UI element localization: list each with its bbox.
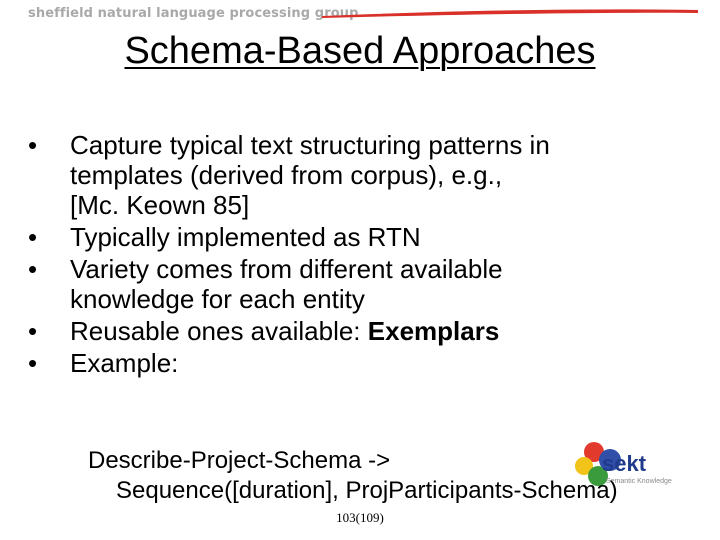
bullet-item: [24, 254, 704, 314]
example-line-1: Describe-Project-Schema ->: [88, 447, 391, 474]
header-brand-text: sheffield natural language processing group: [28, 6, 359, 21]
svg-text:Semantic Knowledge: Semantic Knowledge: [606, 478, 672, 485]
bullet-text: Reusable ones available:: [70, 316, 368, 346]
bullet-line: Example:: [70, 348, 179, 378]
bullet-dot: •: [28, 316, 38, 346]
slide-title: Schema-Based Approaches: [124, 30, 596, 72]
example-line-2: Sequence([duration], ProjParticipants-Schema): [116, 477, 618, 504]
bullet-bold-text: Exemplars: [367, 316, 500, 346]
bullet-item: [24, 316, 704, 346]
example-block: [88, 446, 618, 506]
bullet-item: [24, 222, 704, 252]
bullet-line: Typically implemented as RTN: [70, 222, 421, 252]
bullet-dot: •: [28, 254, 38, 284]
bullet-dot: •: [28, 348, 38, 378]
bullet-item: [24, 130, 704, 220]
bullet-line: Capture typical text structuring patterns in: [70, 130, 550, 160]
page-number: 103(109): [336, 510, 384, 525]
bullet-line: Variety comes from different available: [70, 254, 503, 284]
bullet-list: [24, 130, 704, 380]
svg-text:sekt: sekt: [602, 451, 647, 476]
bullet-line: [Mc. Keown 85]: [70, 190, 250, 220]
bullet-dot: •: [28, 222, 38, 252]
bullet-line: knowledge for each entity: [70, 284, 365, 314]
bullet-dot: •: [28, 130, 38, 160]
bullet-line: templates (derived from corpus), e.g.,: [70, 160, 503, 190]
header-swoosh: [320, 6, 700, 20]
bullet-item: [24, 348, 704, 378]
